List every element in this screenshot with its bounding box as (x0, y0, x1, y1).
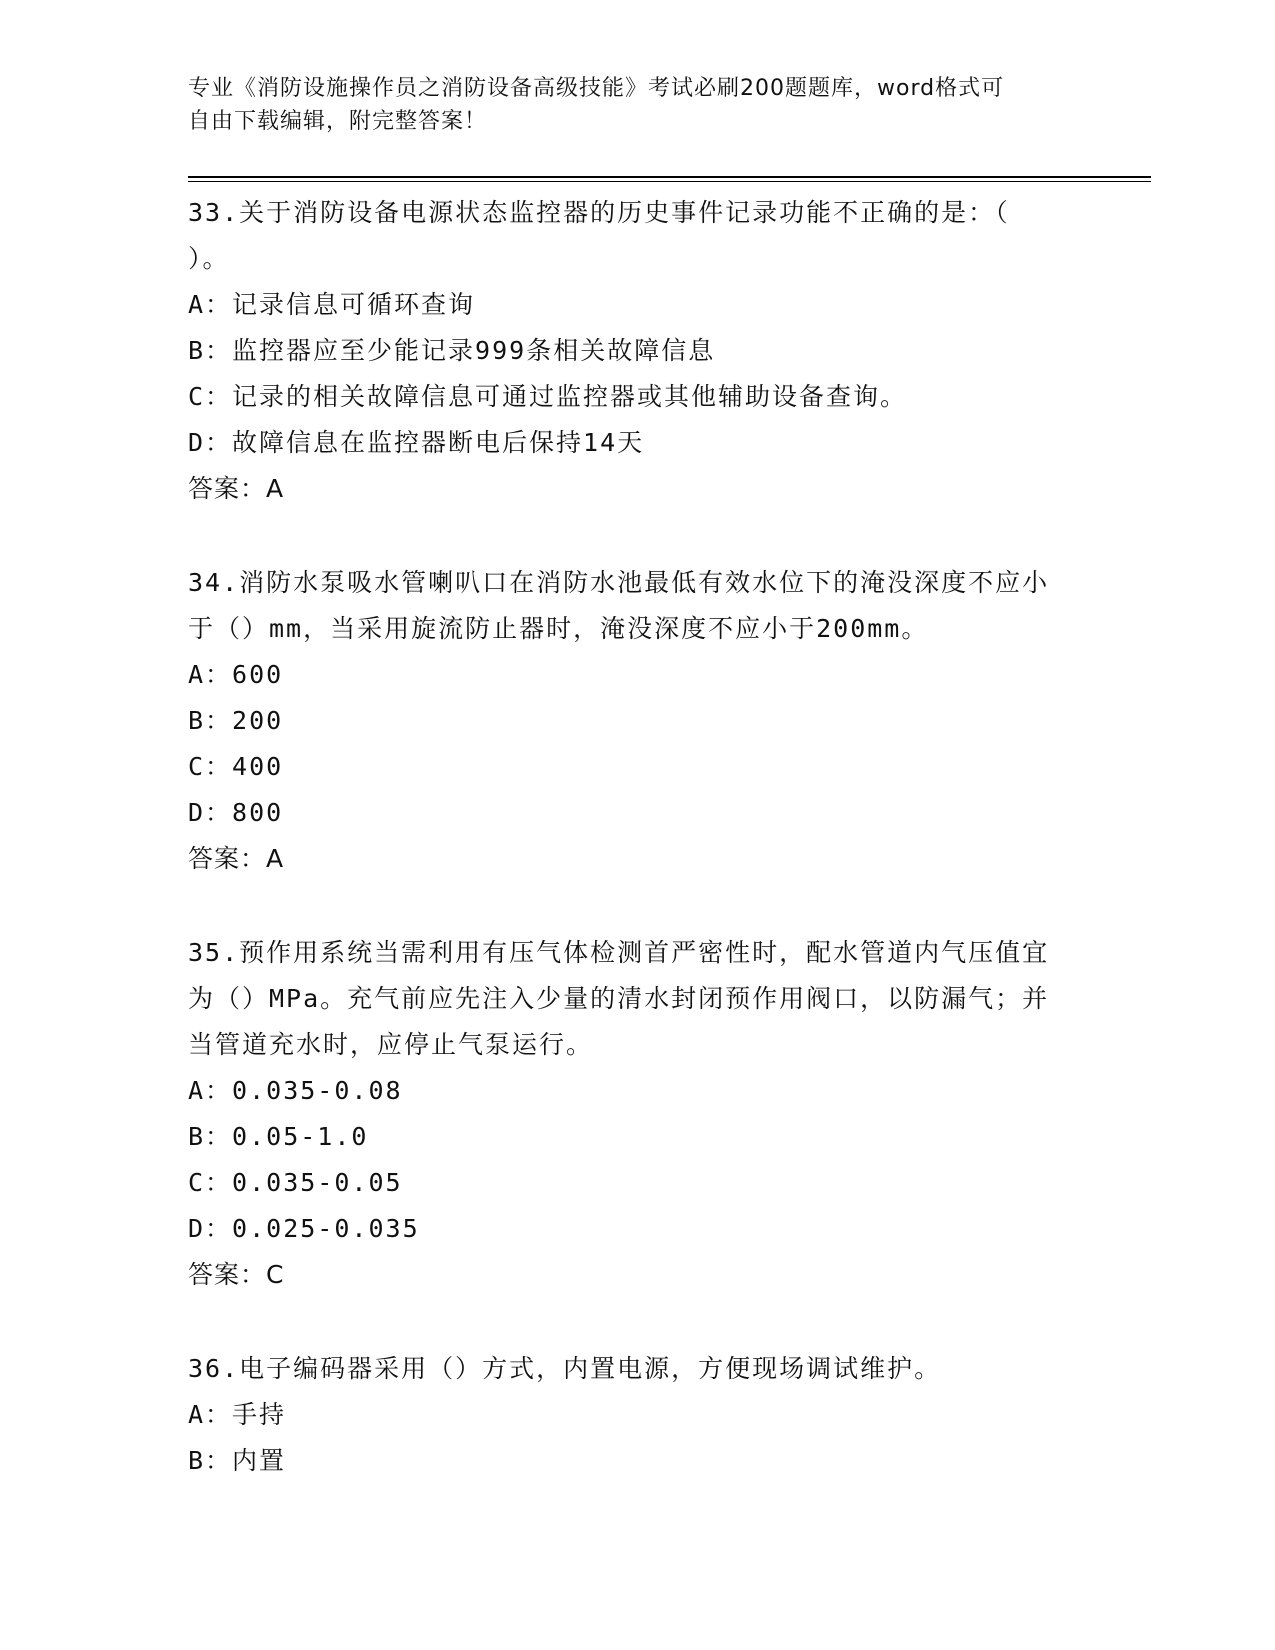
option-a: A：手持 (188, 1400, 287, 1429)
question-stem: 35.预作用系统当需利用有压气体检测首严密性时，配水管道内气压值宜为（）MPa。充气前应先注入少量的清水封闭预作用阀口，以防漏气；并当管道充水时，应停止气泵运行。 (188, 938, 1050, 1059)
option-c: C：记录的相关故障信息可通过监控器或其他辅助设备查询。 (188, 382, 908, 411)
option-b: B：200 (188, 706, 284, 735)
answer-line: 答案：A (188, 844, 285, 873)
answer-line: 答案：C (188, 1260, 285, 1289)
option-d: D：800 (188, 798, 284, 827)
header-divider-thick (188, 176, 1151, 178)
option-b: B：内置 (188, 1446, 287, 1475)
option-c: C：400 (188, 752, 284, 781)
header-divider-thin (188, 181, 1151, 182)
question-33 (188, 190, 1068, 512)
option-d: D：故障信息在监控器断电后保持14天 (188, 428, 645, 457)
option-d: D：0.025-0.035 (188, 1214, 420, 1243)
question-stem: 36.电子编码器采用（）方式，内置电源，方便现场调试维护。 (188, 1354, 942, 1383)
question-stem: 34.消防水泵吸水管喇叭口在消防水池最低有效水位下的淹没深度不应小于（）mm，当采用旋流防止器时，淹没深度不应小于200mm。 (188, 568, 1050, 643)
option-a: A：记录信息可循环查询 (188, 290, 476, 319)
header-title-line-1: 专业《消防设施操作员之消防设备高级技能》考试必刷200题题库，word格式可 (188, 76, 1005, 101)
option-c: C：0.035-0.05 (188, 1168, 403, 1197)
question-stem: 33.关于消防设备电源状态监控器的历史事件记录功能不正确的是：（ ）。 (188, 198, 1010, 273)
option-a: A：600 (188, 660, 284, 689)
option-b: B：0.05-1.0 (188, 1122, 369, 1151)
question-list (188, 190, 1068, 1532)
option-a: A：0.035-0.08 (188, 1076, 403, 1105)
question-34 (188, 560, 1068, 882)
document-header (188, 72, 1068, 138)
header-title-line-2: 自由下载编辑，附完整答案！ (188, 109, 488, 134)
option-b: B：监控器应至少能记录999条相关故障信息 (188, 336, 716, 365)
question-36 (188, 1346, 1068, 1484)
answer-line: 答案：A (188, 474, 285, 503)
question-35 (188, 930, 1068, 1298)
